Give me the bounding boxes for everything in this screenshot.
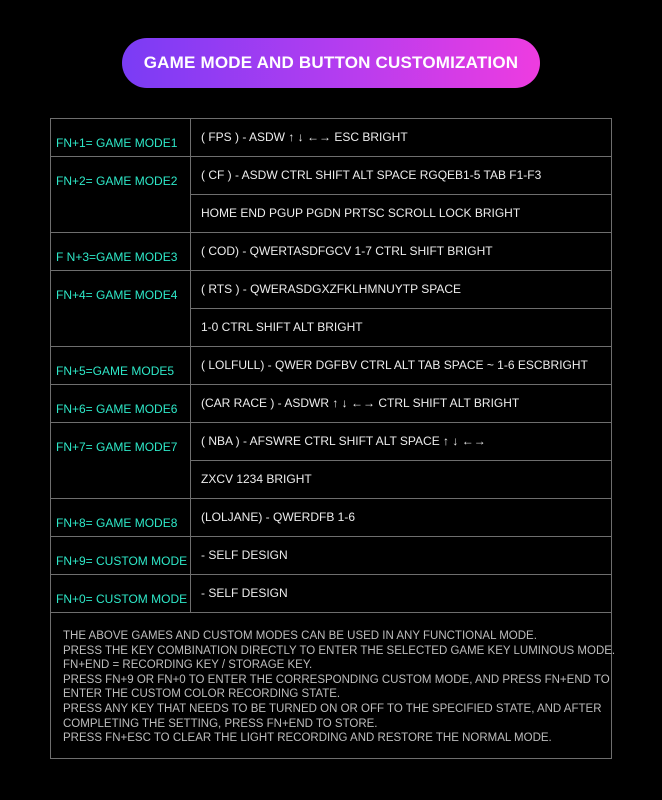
mode-key: FN+5=GAME MODE5 [51, 347, 191, 384]
table-row [51, 347, 611, 385]
usage-notes [51, 613, 616, 758]
mode-description: (LOLJANE) - QWERDFB 1-6 [201, 510, 356, 524]
mode-table [50, 118, 616, 759]
table-row [51, 537, 611, 575]
page-title-text: GAME MODE AND BUTTON CUSTOMIZATION [143, 53, 519, 72]
note-line: FN+END = RECORDING KEY / STORAGE KEY. [63, 659, 313, 672]
mode-description: ( COD) - QWERTASDFGCV 1-7 CTRL SHIFT BRIGHT [201, 244, 493, 258]
table-row [51, 385, 611, 423]
mode-key: FN+2= GAME MODE2 [51, 157, 191, 232]
table-row [51, 423, 611, 499]
mode-key: F N+3=GAME MODE3 [51, 233, 191, 270]
mode-description: 1-0 CTRL SHIFT ALT BRIGHT [201, 320, 363, 334]
mode-key: FN+1= GAME MODE1 [51, 119, 191, 156]
note-line: ENTER THE CUSTOM COLOR RECORDING STATE. [63, 688, 341, 701]
mode-description: HOME END PGUP PGDN PRTSC SCROLL LOCK BRIGHT [201, 206, 521, 220]
note-line: THE ABOVE GAMES AND CUSTOM MODES CAN BE USED IN ANY FUNCTIONAL MODE. [63, 630, 537, 642]
page-title [122, 38, 540, 88]
table-row [51, 499, 611, 537]
mode-key: FN+4= GAME MODE4 [51, 271, 191, 346]
mode-description: - SELF DESIGN [201, 586, 288, 600]
table-row [51, 575, 611, 613]
note-line: COMPLETING THE SETTING, PRESS FN+END TO STORE. [63, 717, 378, 730]
note-line: PRESS THE KEY COMBINATION DIRECTLY TO ENTER THE SELECTED GAME KEY LUMINOUS MODE. [63, 644, 616, 657]
mode-description: - SELF DESIGN [201, 548, 288, 562]
mode-key: FN+9= CUSTOM MODE [51, 537, 191, 574]
note-line: PRESS FN+ESC TO CLEAR THE LIGHT RECORDING AND RESTORE THE NORMAL MODE. [63, 732, 552, 745]
mode-description: ( FPS ) - ASDW ↑ ↓ ←→ ESC BRIGHT [201, 130, 408, 144]
table-row [51, 157, 611, 233]
mode-key: FN+8= GAME MODE8 [51, 499, 191, 536]
mode-description: ( NBA ) - AFSWRE CTRL SHIFT ALT SPACE ↑ ↓ ←→ [191, 423, 611, 461]
mode-description: ( LOLFULL) - QWER DGFBV CTRL ALT TAB SPACE ~ 1-6 ESCBRIGHT [201, 358, 588, 372]
table-row [51, 271, 611, 347]
mode-description: ( CF ) - ASDW CTRL SHIFT ALT SPACE RGQEB1-5 TAB F1-F3 [191, 157, 611, 195]
mode-key: FN+6= GAME MODE6 [51, 385, 191, 422]
mode-description: ( RTS ) - QWERASDGXZFKLHMNUYTP SPACE [191, 271, 611, 309]
mode-key: FN+0= CUSTOM MODE [51, 575, 191, 612]
mode-key: FN+7= GAME MODE7 [51, 423, 191, 498]
note-line: PRESS FN+9 OR FN+0 TO ENTER THE CORRESPONDING CUSTOM MODE, AND PRESS FN+END TO [63, 673, 610, 686]
table-row [51, 233, 611, 271]
mode-description: (CAR RACE ) - ASDWR ↑ ↓ ←→ CTRL SHIFT ALT BRIGHT [201, 396, 520, 410]
table-row [51, 119, 611, 157]
note-line: PRESS ANY KEY THAT NEEDS TO BE TURNED ON OR OFF TO THE SPECIFIED STATE, AND AFTER [63, 702, 602, 715]
mode-description: ZXCV 1234 BRIGHT [201, 472, 312, 486]
